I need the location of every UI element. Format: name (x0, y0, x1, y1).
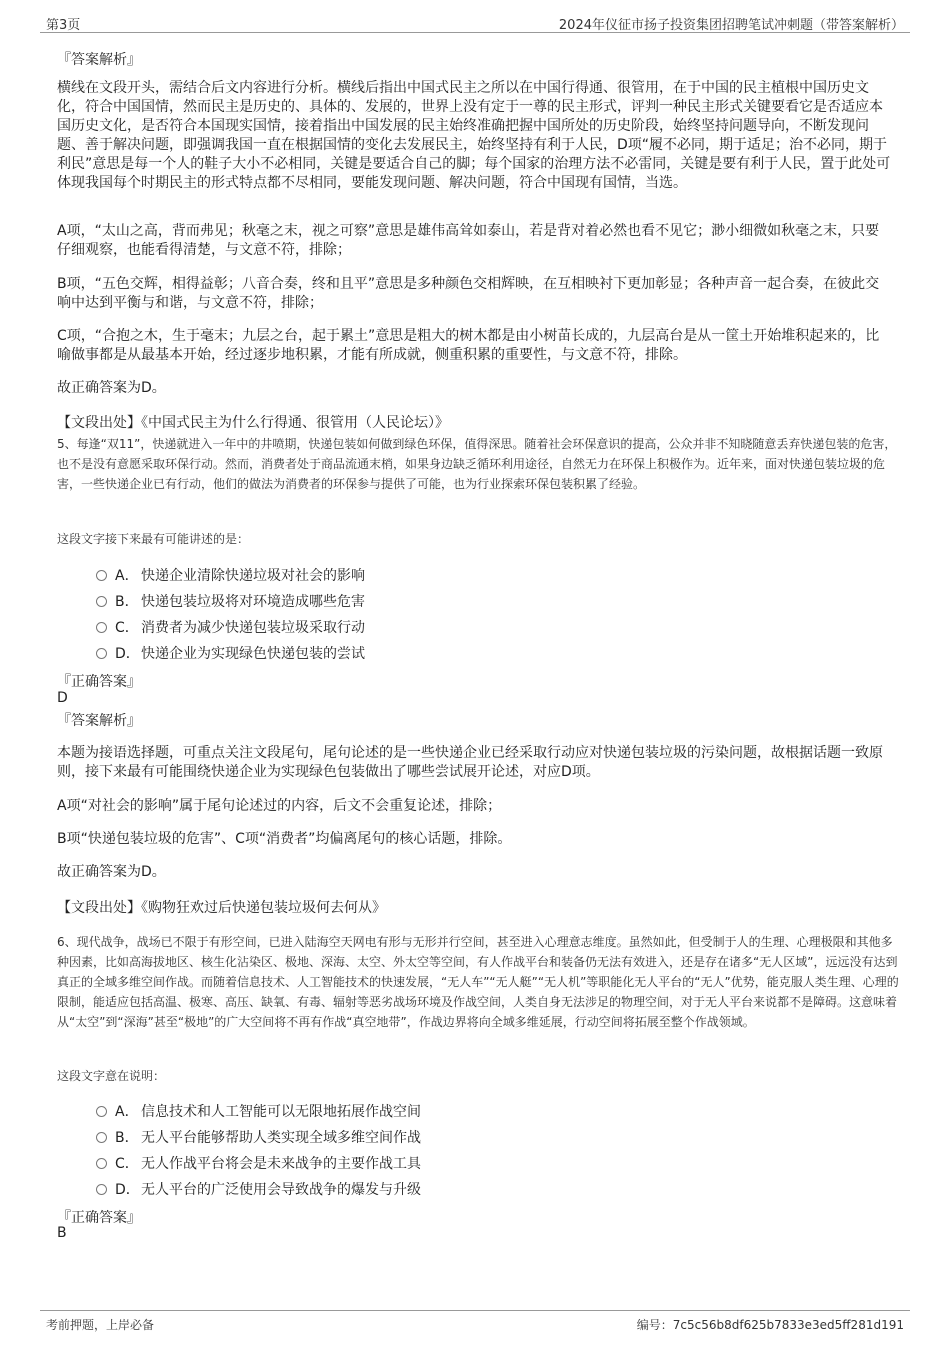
radio-button[interactable] (96, 1132, 107, 1143)
question-5-option-a[interactable]: A． 快递企业清除快递垃圾对社会的影响 (96, 565, 365, 585)
document-id: 编号：7c5c56b8df625b7833e3ed5ff281d191 (636, 1318, 904, 1332)
page-number: 第3页 (46, 18, 81, 33)
analysis-conclusion: 故正确答案为D。 (57, 380, 166, 396)
analysis-conclusion: 故正确答案为D。 (57, 864, 166, 880)
page-header (40, 12, 910, 33)
passage-source: 【文段出处】《中国式民主为什么行得通、很管用（人民论坛）》 (57, 415, 449, 431)
footer-slogan: 考前押题，上岸必备 (46, 1318, 155, 1332)
analysis-paragraph: A项“对社会的影响”属于尾句论述过的内容，后文不会重复论述，排除； (57, 798, 502, 814)
analysis-paragraph: B项“快递包装垃圾的危害”、C项“消费者”均偏离尾句的核心话题，排除。 (57, 831, 512, 847)
question-6-text: 6、现代战争，战场已不限于有形空间，已进入陆海空天网电有形与无形并行空间，甚至进入心理意志维度。虽然如此，但受制于人的生理、心理极限和其他多种因素，比如高海拔地区、核生化沾染区、极地、深海、太空、外太空等空间，有人作战平台和装备仍无法有效进入，还是存在诸多“无人区域”，远远没有达到真正的全域多维空间作战。而随着信息技术、人工智能技术的快速发展，“无人车”“无人艇”“无人机”等职能化无人平台的“无人”优势，能克服人类生理、心理的限制，能适应包括高温、极寒、高压、缺氧、有毒、辐射等恶劣战场环境及作战空间，人类自身无法涉足的物理空间，对于无人平台来说都不是障碍。这意味着从“太空”到“深海”甚至“极地”的广大空间将不再有作战“真空地带”，作战边界将向全域多维延展，行动空间将拓展至整个作战领域。 (57, 935, 899, 1029)
analysis-label: 『答案解析』 (57, 52, 141, 68)
question-5-option-b[interactable]: B． 快递包装垃圾将对环境造成哪些危害 (96, 591, 365, 611)
question-5-stem: 这段文字接下来最有可能讲述的是： (57, 532, 250, 546)
radio-button[interactable] (96, 648, 107, 659)
analysis-label: 『答案解析』 (57, 713, 141, 729)
passage-source: 【文段出处】《购物狂欢过后快递包装垃圾何去何从》 (57, 900, 386, 916)
radio-button[interactable] (96, 1158, 107, 1169)
analysis-paragraph: C项，“合抱之木，生于毫末；九层之台，起于累土”意思是粗大的树木都是由小树苗长成的，九层高台是从一筐土开始堆积起来的，比喻做事都是从最基本开始，经过逐步地积累，才能有所成就，侧重积累的重要性，与文意不符，排除。 (57, 328, 880, 363)
question-5-option-d[interactable]: D．快递企业为实现绿色快递包装的尝试 (96, 643, 365, 663)
question-6-option-b[interactable]: B． 无人平台能够帮助人类实现全域多维空间作战 (96, 1127, 421, 1147)
question-6-option-d[interactable]: D．无人平台的广泛使用会导致战争的爆发与升级 (96, 1179, 421, 1199)
page-footer (40, 1310, 910, 1333)
radio-button[interactable] (96, 1106, 107, 1117)
question-5-option-c[interactable]: C． 消费者为减少快递包装垃圾采取行动 (96, 617, 365, 637)
question-6-stem: 这段文字意在说明： (57, 1069, 166, 1083)
question-5-text: 5、每逢“双11”，快递就进入一年中的井喷期，快递包装如何做到绿色环保，值得深思。随着社会环保意识的提高，公众并非不知晓随意丢弃快递包装的危害，也不是没有意愿采取环保行动。然而，消费者处于商品流通末梢，如果身边缺乏循环利用途径，自然无力在环保上积极作为。近年来，面对快递包装垃圾的危害，一些快递企业已有行动，他们的做法为消费者的环保参与提供了可能，也为行业探索环保包装积累了经验。 (57, 437, 897, 491)
correct-answer: B (57, 1225, 67, 1241)
analysis-paragraph: B项，“五色交辉，相得益彰；八音合奏，终和且平”意思是多种颜色交相辉映，在互相映衬下更加彰显；各种声音一起合奏，在彼此交响中达到平衡与和谐，与文意不符，排除； (57, 276, 880, 311)
correct-answer-label: 『正确答案』 (57, 674, 141, 690)
analysis-paragraph: A项，“太山之高，背而弗见；秋毫之末，视之可察”意思是雄伟高耸如泰山，若是背对着必然也看不见它；渺小细微如秋毫之末，只要仔细观察，也能看得清楚，与文意不符，排除； (57, 223, 880, 258)
radio-button[interactable] (96, 622, 107, 633)
radio-button[interactable] (96, 1184, 107, 1195)
analysis-paragraph: 横线在文段开头，需结合后文内容进行分析。横线后指出中国式民主之所以在中国行得通、很管用，在于中国的民主植根中国历史文化，符合中国国情，然而民主是历史的、具体的、发展的，世界上没有定于一尊的民主形式，评判一种民主形式关键要看它是否适应本国历史文化，是否符合本国现实国情，接着指出中国发展的民主始终准确把握中国所处的历史阶段，始终坚持问题导向，不断发现问题、善于解决问题，即强调我国一直在根据国情的变化去发展民主，始终坚持有利于人民，D项“履不必同，期于适足；治不必同，期于利民”意思是每一个人的鞋子大小不必相同，关键是要适合自己的脚；每个国家的治理方法不必雷同，关键是要有利于人民，置于此处可体现我国每个时期民主的形式特点都不尽相同，要能发现问题、解决问题，符合中国现有国情，当选。 (57, 80, 891, 191)
analysis-paragraph: 本题为接语选择题，可重点关注文段尾句，尾句论述的是一些快递企业已经采取行动应对快递包装垃圾的污染问题，故根据话题一致原则，接下来最有可能围绕快递企业为实现绿色包装做出了哪些尝试展开论述，对应D项。 (57, 745, 883, 780)
correct-answer-label: 『正确答案』 (57, 1210, 141, 1226)
radio-button[interactable] (96, 570, 107, 581)
radio-button[interactable] (96, 596, 107, 607)
correct-answer: D (57, 690, 68, 706)
document-title: 2024年仪征市扬子投资集团招聘笔试冲刺题（带答案解析） (558, 18, 904, 33)
question-6-option-c[interactable]: C． 无人作战平台将会是未来战争的主要作战工具 (96, 1153, 421, 1173)
question-6-option-a[interactable]: A． 信息技术和人工智能可以无限地拓展作战空间 (96, 1101, 421, 1121)
